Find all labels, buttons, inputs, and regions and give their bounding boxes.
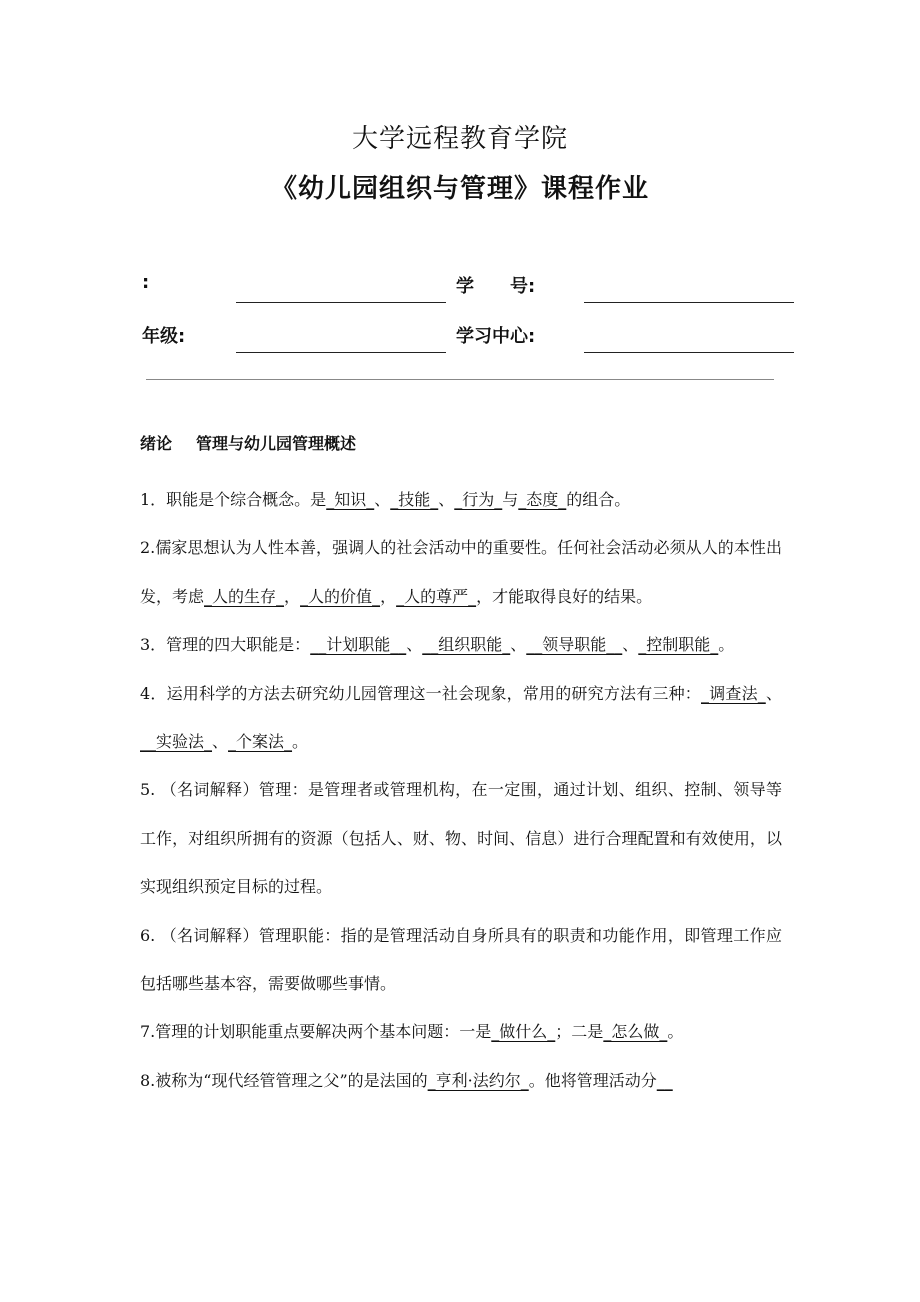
answer-blank: _调查法_ xyxy=(701,683,766,703)
answer-blank: _知识_ xyxy=(326,490,375,509)
answer-blank: _态度_ xyxy=(518,490,567,509)
section-number: 绪论 xyxy=(140,434,173,453)
header-divider xyxy=(146,379,774,380)
question-3: 3．管理的四大职能是：__计划职能__、__组织职能_、__领导职能__、_控制职能_。 xyxy=(140,635,735,655)
center-field-line[interactable] xyxy=(584,352,794,353)
answer-blank: _亨利·法约尔_ xyxy=(427,1070,529,1090)
answer-blank: _人的尊严_ xyxy=(396,586,477,606)
question-8: 8.被称为“现代经管管理之父”的是法国的_亨利·法约尔_。他将管理活动分__ xyxy=(140,1070,673,1090)
answer-blank: _怎么做_ xyxy=(603,1022,668,1042)
answer-blank: _行为_ xyxy=(454,490,503,509)
answer-blank: _控制职能_ xyxy=(638,635,719,655)
question-7: 7.管理的计划职能重点要解决两个基本问题：一是_做什么_；二是_怎么做_。 xyxy=(140,1022,684,1042)
answer-blank: __组织职能_ xyxy=(422,635,511,655)
student-id-label: 学 号: xyxy=(456,276,536,297)
answer-blank: __计划职能__ xyxy=(310,635,407,655)
question-2: 2.儒家思想认为人性本善，强调人的社会活动中的重要性。任何社会活动必须从人的本性出发，考虑_人的生存_，_人的价值_，_人的尊严_，才能取得良好的结果。 xyxy=(140,538,782,606)
question-6: 6. （名词解释）管理职能：指的是管理活动自身所具有的职责和功能作用，即管理工作应包括哪些基本容，需要做哪些事情。 xyxy=(140,925,782,994)
grade-field-line[interactable] xyxy=(236,352,446,353)
answer-blank: __实验法_ xyxy=(140,732,213,752)
course-title: 《幼儿园组织与管理》课程作业 xyxy=(270,174,649,204)
institution-title: 大学远程教育学院 xyxy=(351,124,568,154)
answer-blank: __领导职能__ xyxy=(526,635,623,655)
section-heading xyxy=(140,431,380,454)
student-id-field-line[interactable] xyxy=(584,302,794,303)
questions xyxy=(140,476,782,1105)
section-title: 管理与幼儿园管理概述 xyxy=(196,434,357,453)
question-1: 1．职能是个综合概念。是_知识_、_技能_、_行为_与_态度_的组合。 xyxy=(140,490,631,509)
grade-label: 年级: xyxy=(142,326,186,347)
answer-blank: __ xyxy=(656,1070,673,1090)
question-4: 4．运用科学的方法去研究幼儿园管理这一社会现象，常用的研究方法有三种：_调查法_、__实验法_、_个案法_。 xyxy=(140,683,782,752)
answer-blank: _做什么_ xyxy=(491,1022,556,1042)
answer-blank: _个案法_ xyxy=(228,732,293,752)
center-label: 学习中心: xyxy=(456,326,536,347)
answer-blank: _技能_ xyxy=(390,490,439,509)
question-5: 5. （名词解释）管理：是管理者或管理机构，在一定围，通过计划、组织、控制、领导等工作，对组织所拥有的资源（包括人、财、物、时间、信息）进行合理配置和有效使用，以实现组织预定目标的过程。 xyxy=(140,780,782,897)
answer-blank: _人的价值_ xyxy=(300,586,381,606)
answer-blank: _人的生存_ xyxy=(204,586,285,606)
name-label: : xyxy=(142,272,150,293)
name-field-line[interactable] xyxy=(236,302,446,303)
